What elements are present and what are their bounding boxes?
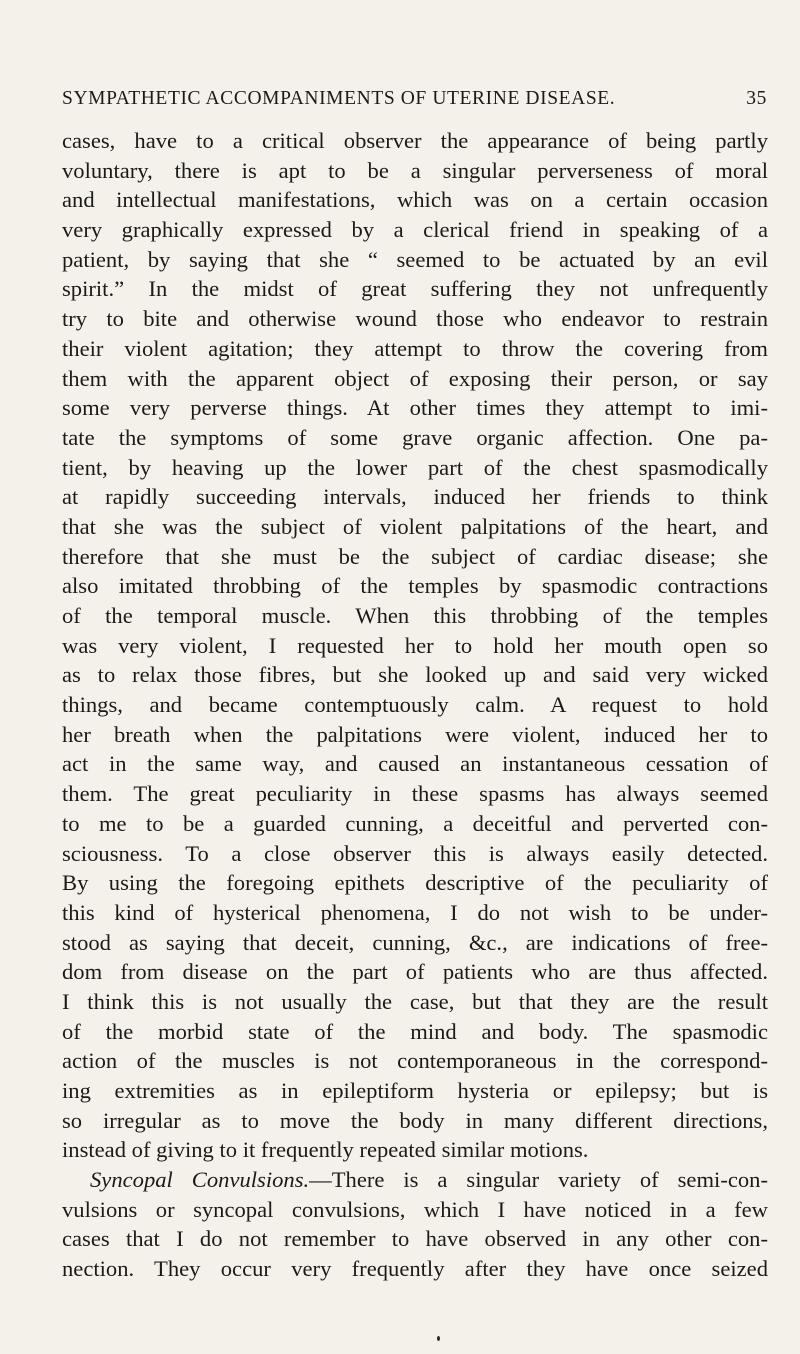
- text-line: very graphically expressed by a clerical friend in speaking of a: [62, 217, 768, 243]
- text-line: and intellectual manifestations, which was on a certain occasion: [62, 187, 768, 213]
- text-line: her breath when the palpitations were violent, induced her to: [62, 721, 768, 747]
- text-line: of the temporal muscle. When this throbbing of the temples: [62, 603, 768, 628]
- text-line: patient, by saying that she “ seemed to be actuated by an evil: [62, 246, 768, 272]
- text-line: to me to be a guarded cunning, a deceitful and perverted con-: [62, 810, 768, 836]
- page-number: 35: [746, 88, 767, 109]
- text-line: cases that I do not remember to have observed in any other con-: [62, 1226, 768, 1252]
- body-text: [62, 126, 768, 1284]
- text-line: spirit.” In the midst of great suffering they not unfrequently: [62, 276, 768, 302]
- text-line: of the morbid state of the mind and body. The spasmodic: [62, 1018, 768, 1044]
- text-line: By using the foregoing epithets descriptive of the peculiarity of: [62, 870, 768, 896]
- text-line: I think this is not usually the case, but that they are the result: [62, 988, 768, 1014]
- print-speck: [437, 1336, 440, 1341]
- text-line: act in the same way, and caused an instantaneous cessation of: [62, 751, 768, 777]
- text-line: tient, by heaving up the lower part of the chest spasmodically: [62, 454, 768, 480]
- text-line: stood as saying that deceit, cunning, &c., are indications of free-: [62, 929, 768, 955]
- text-line: cases, have to a critical observer the appearance of being partly: [62, 128, 768, 153]
- text-line: that she was the subject of violent palpitations of the heart, and: [62, 513, 768, 539]
- text-line: also imitated throbbing of the temples by spasmodic contractions: [62, 573, 768, 599]
- running-title: SYMPATHETIC ACCOMPANIMENTS OF UTERINE DISEASE.: [62, 88, 616, 109]
- text-line: try to bite and otherwise wound those who endeavor to restrain: [62, 306, 768, 332]
- text-line: vulsions or syncopal convulsions, which I have noticed in a few: [62, 1196, 768, 1222]
- section-paragraph-first-line: [62, 1165, 768, 1195]
- text-line: this kind of hysterical phenomena, I do not wish to be under-: [62, 899, 768, 925]
- text-line: dom from disease on the part of patients who are thus affected.: [62, 959, 768, 985]
- text-line: ing extremities as in epileptiform hysteria or epilepsy; but is: [62, 1078, 768, 1103]
- section-heading: Syncopal Convulsions.: [90, 1167, 310, 1193]
- text-line: as to relax those fibres, but she looked up and said very wicked: [62, 662, 768, 688]
- text-line: voluntary, there is apt to be a singular perverseness of moral: [62, 157, 768, 183]
- text-line: tate the symptoms of some grave organic affection. One pa-: [62, 424, 768, 450]
- running-header: [62, 88, 767, 116]
- section-line-text: —There is a singular variety of semi-con-: [309, 1167, 768, 1193]
- text-line: so irregular as to move the body in many different directions,: [62, 1107, 768, 1133]
- text-line: nection. They occur very frequently after they have once seized: [62, 1256, 768, 1282]
- text-line: their violent agitation; they attempt to throw the covering from: [62, 335, 768, 361]
- text-line: action of the muscles is not contemporaneous in the correspond-: [62, 1048, 768, 1074]
- text-line: them with the apparent object of exposing their person, or say: [62, 365, 768, 391]
- text-line: therefore that she must be the subject of cardiac disease; she: [62, 543, 768, 569]
- text-line: them. The great peculiarity in these spasms has always seemed: [62, 781, 768, 807]
- text-line: instead of giving to it frequently repeated similar motions.: [62, 1137, 589, 1163]
- text-line: some very perverse things. At other times they attempt to imi-: [62, 395, 768, 421]
- text-line: things, and became contemptuously calm. A request to hold: [62, 692, 768, 718]
- text-line: at rapidly succeeding intervals, induced her friends to think: [62, 484, 768, 510]
- text-line: was very violent, I requested her to hold her mouth open so: [62, 632, 768, 658]
- text-line: sciousness. To a close observer this is always easily detected.: [62, 840, 768, 866]
